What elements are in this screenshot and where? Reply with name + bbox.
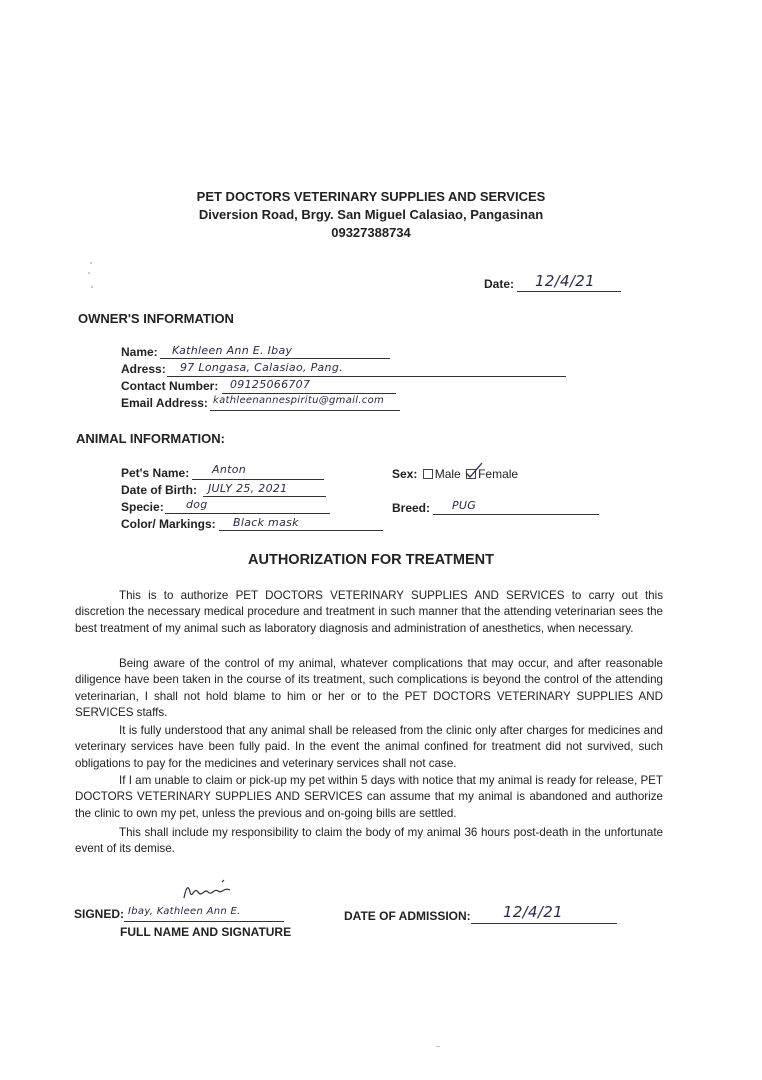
scan-speck xyxy=(436,1046,440,1047)
female-option-label: Female xyxy=(478,467,519,481)
authorization-paragraph-5-text: This shall include my responsibility to claim the body of my animal 36 hours post-death in the unfortunate event of its demise. xyxy=(75,826,663,856)
dob-value[interactable]: JULY 25, 2021 xyxy=(208,482,288,495)
specie-value[interactable]: dog xyxy=(186,498,208,511)
owner-address-line xyxy=(167,376,566,377)
contact-number-label: Contact Number: xyxy=(121,379,219,393)
specie-line xyxy=(165,513,330,514)
color-markings-line xyxy=(219,530,383,531)
scan-speck xyxy=(91,286,93,288)
authorization-paragraph-2 xyxy=(75,656,663,722)
owner-address-value[interactable]: 97 Longasa, Calasiao, Pang. xyxy=(180,361,343,374)
breed-value[interactable]: PUG xyxy=(452,499,477,512)
email-value[interactable]: kathleenannespiritu@gmail.com xyxy=(213,395,385,406)
pet-name-line xyxy=(192,479,324,480)
pet-name-value[interactable]: Anton xyxy=(212,463,247,476)
email-label: Email Address: xyxy=(121,396,208,410)
owner-section-title: OWNER'S INFORMATION xyxy=(78,311,234,326)
owner-name-line xyxy=(160,358,390,359)
authorization-paragraph-1 xyxy=(75,588,663,637)
signed-name-value[interactable]: Ibay, Kathleen Ann E. xyxy=(128,906,241,917)
signed-label: SIGNED: xyxy=(74,907,125,921)
signature-caption: FULL NAME AND SIGNATURE xyxy=(120,925,292,939)
dob-label: Date of Birth: xyxy=(121,483,197,497)
company-address: Diversion Road, Brgy. San Miguel Calasiao, Pangasinan xyxy=(198,207,544,222)
company-phone: 09327388734 xyxy=(331,225,411,240)
scan-speck xyxy=(88,272,90,274)
authorization-paragraph-2-text: Being aware of the control of my animal, whatever complications that may occur, and after reasonable diligence have been taken in the course of its treatment, such complications is beyond the control of the attending veterinarian, I shall not hold blame to him or her or to the PET DOCTORS VETERINARY SUPPLIES AND SERVICES staffs. xyxy=(75,657,663,720)
authorization-paragraph-3-text: It is fully understood that any animal shall be released from the clinic only after charges for medicines and veterinary services have been fully paid. In the event the animal confined for treatment did not survived, such obligations to pay for the medicines and veterinary services shall not case. xyxy=(75,724,663,770)
signed-line xyxy=(124,921,284,922)
email-line xyxy=(210,410,400,411)
female-checkbox[interactable] xyxy=(466,469,476,479)
authorization-paragraph-4 xyxy=(75,773,663,822)
scan-speck xyxy=(90,262,92,264)
contact-number-value[interactable]: 09125066707 xyxy=(230,378,311,391)
authorization-paragraph-4-text: If I am unable to claim or pick-up my pet within 5 days with notice that my animal is ready for release, PET DOCTORS VETERINARY SUPPLIES AND SERVICES can assume that my animal is abandoned and authorize the clinic to own my pet, unless the previous and on-going bills are settled. xyxy=(75,774,663,820)
male-option-label: Male xyxy=(434,467,461,481)
authorization-paragraph-3 xyxy=(75,723,663,772)
date-line xyxy=(517,291,621,292)
authorization-paragraph-5 xyxy=(75,825,663,858)
color-markings-value[interactable]: Black mask xyxy=(233,516,299,529)
admission-date-value[interactable]: 12/4/21 xyxy=(503,903,563,921)
authorization-paragraph-1-text: This is to authorize PET DOCTORS VETERINARY SUPPLIES AND SERVICES to carry out this discretion the necessary medical procedure and treatment in such manner that the attending veterinarian sees the best treatment of my animal such as laboratory diagnosis and administration of anesthetics, when necessary. xyxy=(75,589,663,635)
breed-label: Breed: xyxy=(392,501,431,515)
breed-line xyxy=(433,514,599,515)
color-markings-label: Color/ Markings: xyxy=(121,517,216,531)
male-checkbox[interactable] xyxy=(423,469,433,479)
owner-address-label: Adress: xyxy=(121,362,166,376)
authorization-title: AUTHORIZATION FOR TREATMENT xyxy=(248,552,494,568)
animal-section-title: ANIMAL INFORMATION: xyxy=(76,431,225,446)
contact-number-line xyxy=(222,393,396,394)
dob-line xyxy=(203,496,326,497)
sex-label: Sex: xyxy=(392,467,418,481)
female-check-mark-icon xyxy=(464,461,484,479)
owner-name-label: Name: xyxy=(121,345,158,359)
company-name: PET DOCTORS VETERINARY SUPPLIES AND SERVICES xyxy=(196,189,546,204)
admission-date-line xyxy=(471,923,617,924)
date-value[interactable]: 12/4/21 xyxy=(535,272,595,290)
handwritten-signature xyxy=(178,878,238,908)
date-label: Date: xyxy=(484,277,515,291)
admission-date-label: DATE OF ADMISSION: xyxy=(344,909,471,923)
pet-name-label: Pet's Name: xyxy=(121,466,190,480)
specie-label: Specie: xyxy=(121,500,164,514)
sex-field xyxy=(392,467,518,481)
owner-name-value[interactable]: Kathleen Ann E. Ibay xyxy=(172,344,293,357)
